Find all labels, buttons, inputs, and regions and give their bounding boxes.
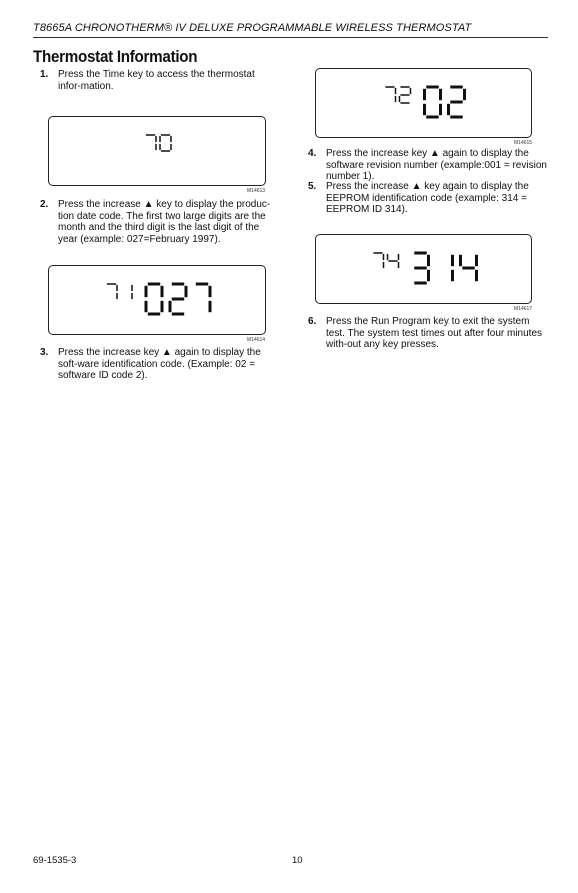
step-text: Press the Run Program key to exit the system test. The system test times out after four minutes with-out any key presses.: [326, 316, 543, 350]
step-text: Press the increase ▲ key to display the produc-tion date code. The first two large digits are the month and the third digit is the last digit of the year (example: 027=February 1997).: [58, 199, 271, 245]
step-number: 1.: [40, 69, 49, 80]
lcd-digits: [49, 266, 267, 336]
lcd-digit: [449, 87, 465, 117]
step-number: 3.: [40, 347, 49, 358]
lcd-display-1: [48, 116, 266, 186]
step-text: Press the increase key ▲ again to display the soft-ware identification code. (Example: 02 = software ID code 2).: [58, 347, 261, 381]
lcd-digits: [316, 235, 533, 305]
lcd-digit: [414, 253, 428, 283]
step-number: 4.: [308, 148, 317, 159]
lcd-digit: [146, 284, 162, 314]
lcd-digit: [400, 87, 411, 103]
lcd-display-3: [315, 68, 532, 138]
lcd-digit: [388, 254, 399, 268]
step-3: [40, 347, 280, 382]
lcd-digits: [49, 117, 267, 187]
document-number: 69-1535-3: [33, 855, 77, 866]
figure-code: M14613: [247, 188, 266, 194]
lcd-digit: [160, 135, 171, 151]
step-6: [308, 316, 548, 351]
lcd-digit: [373, 253, 383, 268]
step-number: 5.: [308, 181, 317, 192]
step-2: [40, 199, 280, 245]
lcd-digit: [146, 135, 156, 150]
running-header: T8665A CHRONOTHERM® IV DELUXE PROGRAMMABLE WIRELESS THERMOSTAT: [33, 22, 548, 38]
section-title: Thermostat Information: [33, 48, 198, 66]
lcd-digit: [107, 284, 117, 299]
step-4: [308, 148, 548, 183]
figure-code: M14614: [247, 337, 266, 343]
lcd-digit: [196, 284, 210, 312]
lcd-digit: [385, 87, 395, 102]
lcd-digit: [425, 87, 441, 117]
lcd-display-4: [315, 234, 532, 304]
lcd-digits: [316, 69, 533, 139]
step-text: Press the increase ▲ key again to display the EEPROM identification code (example: 314 = EEPROM ID 314).: [326, 181, 529, 215]
step-5: [308, 181, 548, 216]
step-number: 6.: [308, 316, 317, 327]
step-text: Press the Time key to access the thermostat infor-mation.: [58, 69, 255, 92]
figure-code: M14615: [514, 140, 533, 146]
step-text: Press the increase key ▲ again to display the software revision number (example:001 = revision number 1).: [326, 148, 547, 182]
step-1: [40, 69, 280, 92]
lcd-digit: [170, 284, 186, 314]
lcd-digit: [461, 255, 477, 281]
figure-code: M14617: [514, 306, 533, 312]
lcd-display-2: [48, 265, 266, 335]
step-number: 2.: [40, 199, 49, 210]
page-number: 10: [292, 855, 303, 866]
